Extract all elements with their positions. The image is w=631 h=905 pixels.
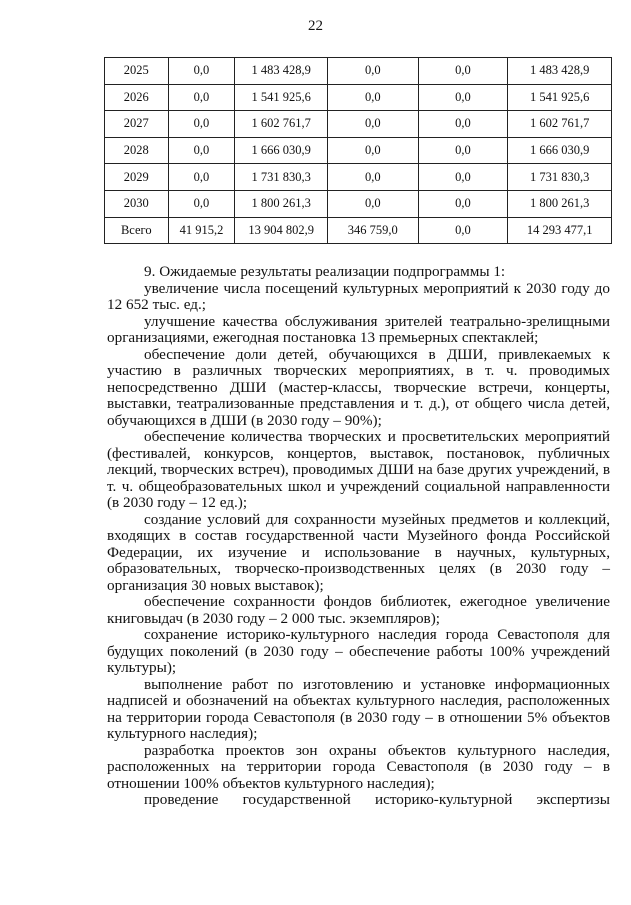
table-cell: 0,0: [328, 84, 418, 111]
table-cell: 2025: [105, 58, 169, 85]
result-paragraph: проведение государственной историко-культурной экспертизы: [144, 791, 610, 808]
table-cell: 1 541 925,6: [235, 84, 328, 111]
table-row: [105, 111, 612, 138]
table-cell: 0,0: [418, 84, 508, 111]
table-cell: 1 602 761,7: [235, 111, 328, 138]
table-cell: 0,0: [168, 137, 235, 164]
table-cell: 346 759,0: [328, 217, 418, 244]
table-cell: 0,0: [418, 58, 508, 85]
table-row: [105, 58, 612, 85]
table-cell: 0,0: [328, 111, 418, 138]
table-cell: 2026: [105, 84, 169, 111]
result-paragraph: увеличение числа посещений культурных мероприятий к 2030 году до 12 652 тыс. ед.;: [107, 279, 610, 313]
table-cell: 1 666 030,9: [235, 137, 328, 164]
table-cell: 1 731 830,3: [508, 164, 612, 191]
table-cell: 0,0: [418, 111, 508, 138]
section-heading: 9. Ожидаемые результаты реализации подпрограммы 1:: [144, 263, 506, 280]
table-cell: 0,0: [168, 164, 235, 191]
table-cell: 0,0: [328, 164, 418, 191]
result-paragraph: обеспечение доли детей, обучающихся в ДШИ, привлекаемых к участию в различных творческих мероприятиях, в т. ч. проводимых непосредственно ДШИ (мастер-классы, творческие встречи, концерты, выставки, театрализованные представления и т. д.), от общего числа детей, обучающихся в ДШИ (в 2030 году – 90%);: [107, 345, 610, 429]
table-cell: 0,0: [168, 111, 235, 138]
table-cell: 0,0: [418, 137, 508, 164]
table-cell: 0,0: [328, 58, 418, 85]
table-cell: 1 483 428,9: [235, 58, 328, 85]
result-paragraph: улучшение качества обслуживания зрителей театрально-зрелищными организациями, ежегодная постановка 13 премьерных спектаклей;: [107, 312, 610, 346]
table-cell: 0,0: [418, 217, 508, 244]
table-cell: 0,0: [168, 58, 235, 85]
expected-results-section: [107, 264, 610, 809]
result-paragraph: разработка проектов зон охраны объектов культурного наследия, расположенных на территории города Севастополя (в 2030 году – в отношении 100% объектов культурного наследия);: [107, 741, 610, 792]
table-cell: 1 483 428,9: [508, 58, 612, 85]
table-cell: 0,0: [328, 137, 418, 164]
page-number: 22: [308, 18, 323, 34]
table-row: [105, 190, 612, 217]
table-cell: 41 915,2: [168, 217, 235, 244]
table-cell: 1 731 830,3: [235, 164, 328, 191]
result-paragraph: сохранение историко-культурного наследия города Севастополя для будущих поколений (в 2030 году – обеспечение работы 100% учреждений культуры);: [107, 626, 610, 676]
result-paragraph: создание условий для сохранности музейных предметов и коллекций, входящих в состав государственной части Музейного фонда Российской Федерации, их изучение и использование в научных, культурных, образовательных, творческо-производственных целях (в 2030 году – организация 30 новых выставок);: [107, 510, 610, 594]
table-cell: 14 293 477,1: [508, 217, 612, 244]
table-cell: 0,0: [168, 84, 235, 111]
table-cell: 2029: [105, 164, 169, 191]
table-cell: 1 541 925,6: [508, 84, 612, 111]
result-paragraph: выполнение работ по изготовлению и установке информационных надписей и обозначений на объектах культурного наследия, расположенных на территории города Севастополя (в 2030 году – в отношении 5% объектов культурного наследия);: [107, 675, 610, 742]
table-cell: 0,0: [168, 190, 235, 217]
table-cell: 2030: [105, 190, 169, 217]
table-cell: 1 800 261,3: [508, 190, 612, 217]
funding-table: [104, 57, 612, 244]
table-cell: 0,0: [418, 164, 508, 191]
table-row: [105, 84, 612, 111]
table-row: [105, 217, 612, 244]
table-cell: 1 800 261,3: [235, 190, 328, 217]
table-cell: 2027: [105, 111, 169, 138]
table-cell: 1 602 761,7: [508, 111, 612, 138]
table-cell: 0,0: [418, 190, 508, 217]
table-cell: 2028: [105, 137, 169, 164]
table-cell: 1 666 030,9: [508, 137, 612, 164]
result-paragraph: обеспечение количества творческих и просветительских мероприятий (фестивалей, конкурсов, концертов, выставок, постановок, публичных лекций, творческих встреч), проводимых ДШИ на базе других учреждений, в т. ч. общеобразовательных школ и учреждений социальной направленности (в 2030 году – 12 ед.);: [107, 428, 610, 511]
table-cell: Всего: [105, 217, 169, 244]
table-cell: 0,0: [328, 190, 418, 217]
table-row: [105, 137, 612, 164]
result-paragraph: обеспечение сохранности фондов библиотек, ежегодное увеличение книговыдач (в 2030 году – 2 000 тыс. экземпляров);: [107, 593, 610, 627]
table-row: [105, 164, 612, 191]
table-cell: 13 904 802,9: [235, 217, 328, 244]
